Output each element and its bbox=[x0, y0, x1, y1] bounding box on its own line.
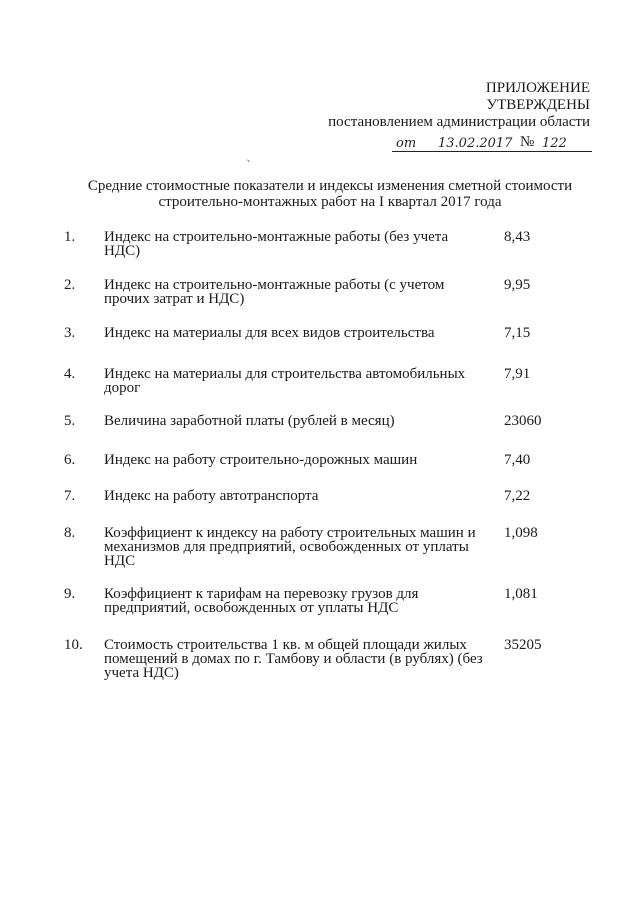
header-approved: УТВЕРЖДЕНЫ bbox=[486, 97, 590, 113]
item-value: 1,098 bbox=[504, 525, 538, 541]
item-text: Коэффициент к тарифам на перевозку грузов для предприятий, освобожденных от уплаты НДС bbox=[104, 586, 419, 616]
item-value: 7,91 bbox=[504, 366, 531, 382]
item-value: 8,43 bbox=[504, 229, 531, 245]
header-appendix: ПРИЛОЖЕНИЕ bbox=[485, 80, 590, 96]
item-text: Индекс на работу автотранспорта bbox=[104, 488, 319, 504]
item-value: 23060 bbox=[504, 413, 542, 429]
item-number: 4. bbox=[64, 366, 76, 382]
item-value: 7,22 bbox=[504, 488, 531, 504]
item-text: Стоимость строительства 1 кв. м общей площади жилых помещений в домах по г. Тамбову и области (в рублях) (без учета НДС) bbox=[104, 637, 483, 681]
stray-pen-mark: ˜ bbox=[242, 157, 252, 171]
item-value: 7,40 bbox=[504, 452, 531, 468]
item-number: 1. bbox=[64, 229, 76, 245]
item-text: Коэффициент к индексу на работу строительных машин и механизмов для предприятий, освобожденных от уплаты НДС bbox=[104, 525, 476, 569]
item-text: Индекс на работу строительно-дорожных машин bbox=[104, 452, 418, 468]
handwritten-date-prefix: от bbox=[396, 136, 417, 151]
handwritten-number: 122 bbox=[542, 136, 567, 151]
item-text: Индекс на строительно-монтажные работы (с учетом прочих затрат и НДС) bbox=[104, 277, 445, 307]
item-number: 7. bbox=[64, 488, 76, 504]
item-number: 8. bbox=[64, 525, 76, 541]
item-number: 6. bbox=[64, 452, 76, 468]
item-number: 5. bbox=[64, 413, 76, 429]
title-line-1: Средние стоимостные показатели и индексы изменения сметной стоимости bbox=[87, 178, 573, 194]
item-value: 7,15 bbox=[504, 325, 531, 341]
handwritten-date: 13.02.2017 bbox=[438, 136, 513, 151]
item-number: 3. bbox=[64, 325, 76, 341]
number-sign: № bbox=[520, 134, 535, 150]
header-resolution: постановлением администрации области bbox=[328, 114, 590, 130]
item-value: 1,081 bbox=[504, 586, 538, 602]
item-number: 2. bbox=[64, 277, 76, 293]
item-value: 9,95 bbox=[504, 277, 531, 293]
item-text: Индекс на материалы для всех видов строительства bbox=[104, 325, 435, 341]
item-text: Величина заработной платы (рублей в месяц) bbox=[104, 413, 395, 429]
item-number: 9. bbox=[64, 586, 76, 602]
item-value: 35205 bbox=[504, 637, 542, 653]
title-line-2: строительно-монтажных работ на I квартал 2017 года bbox=[158, 194, 502, 210]
item-text: Индекс на строительно-монтажные работы (без учета НДС) bbox=[104, 229, 449, 259]
item-text: Индекс на материалы для строительства автомобильных дорог bbox=[104, 366, 466, 396]
item-number: 10. bbox=[64, 637, 83, 653]
